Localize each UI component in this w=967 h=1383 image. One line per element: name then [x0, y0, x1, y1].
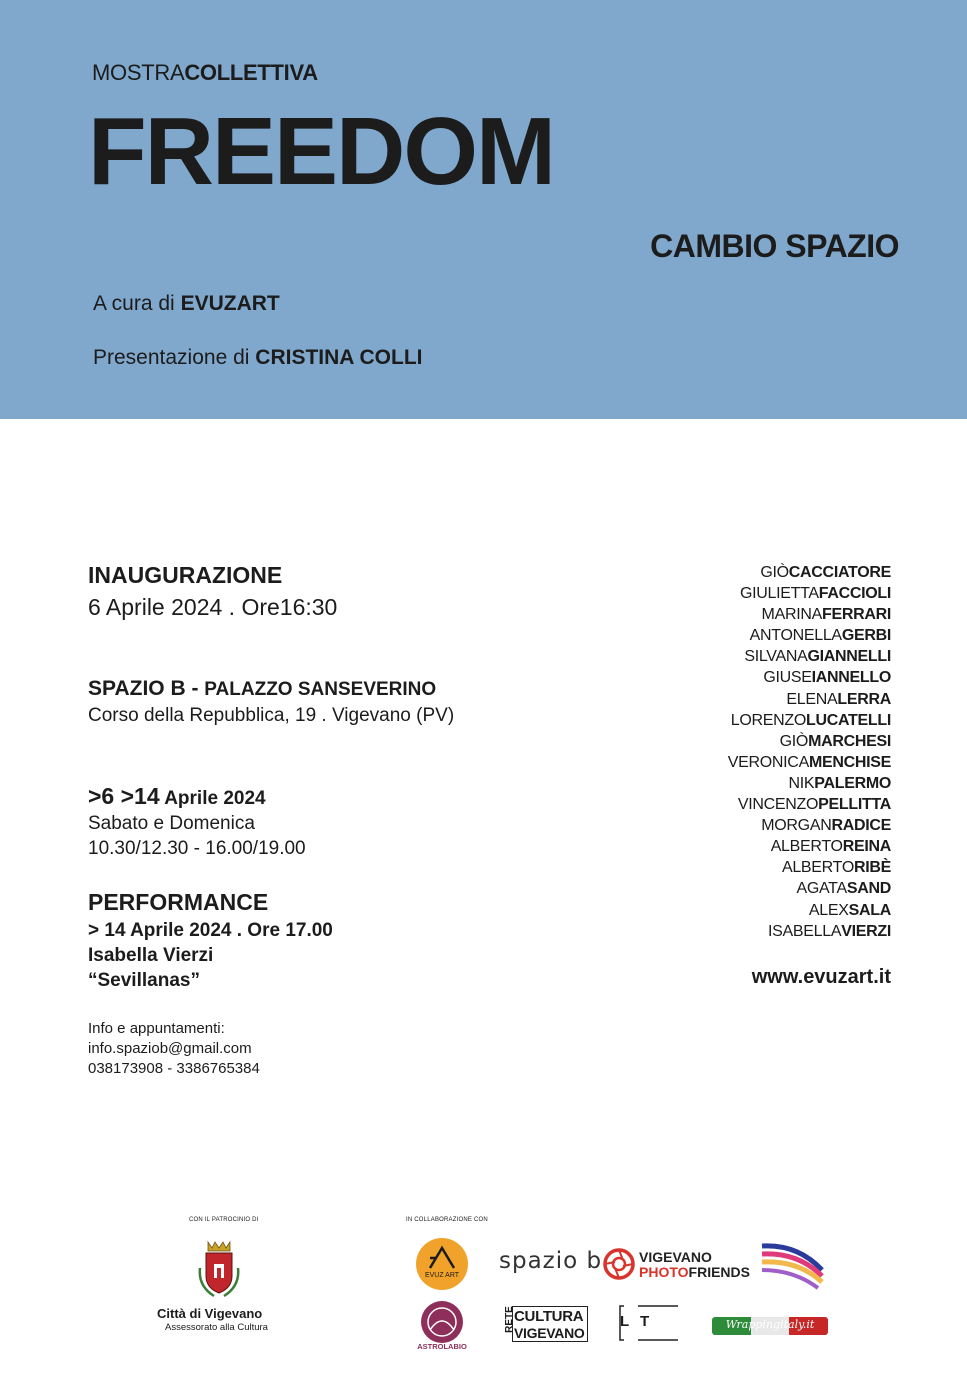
artist-last-name: MENCHISE: [808, 753, 891, 771]
presenter-line: [93, 346, 423, 370]
mostra-word: MOSTRA: [92, 60, 185, 85]
artist-first-name: GIÒ: [760, 564, 789, 581]
artist-first-name: GIUSE: [763, 669, 812, 687]
artist-item: [591, 857, 891, 878]
collaboration-label: IN COLLABORAZIONE CON: [406, 1217, 488, 1223]
dates-month-year: Aprile 2024: [159, 788, 266, 809]
vpf-friends: FRIENDS: [688, 1264, 750, 1280]
info-label: Info e appuntamenti:: [88, 1020, 225, 1037]
artist-first-name: SILVANA: [744, 648, 808, 666]
astrolabio-label: ASTROLABIO: [417, 1342, 467, 1351]
artist-item: [591, 773, 891, 794]
artist-item: [591, 752, 891, 773]
artist-first-name: VERONICA: [727, 753, 809, 771]
artist-first-name: VINCENZO: [737, 796, 819, 814]
dates-days-range: >6 >14: [88, 783, 160, 809]
artist-last-name: RIBÈ: [853, 859, 891, 877]
performance-piece: “Sevillanas”: [88, 970, 200, 991]
artist-first-name: ELENA: [786, 690, 838, 708]
artist-first-name: LORENZO: [730, 711, 806, 729]
inauguration-date: 6 Aprile 2024 . Ore16:30: [88, 594, 338, 620]
artist-last-name: FACCIOLI: [818, 585, 891, 603]
evuz-art-logo: [416, 1238, 468, 1290]
info-phone: 038173908 - 3386765384: [88, 1060, 260, 1077]
curator-prefix: A cura di: [93, 292, 181, 315]
vpf-line-1: VIGEVANO: [639, 1249, 712, 1265]
artist-item: [591, 731, 891, 752]
performance-date: > 14 Aprile 2024 . Ore 17.00: [88, 920, 333, 941]
spazio-b-logo: spazio b: [499, 1248, 603, 1274]
header-banner: [0, 0, 967, 419]
artist-item: [591, 878, 891, 899]
artist-item: [591, 604, 891, 625]
artist-first-name: ANTONELLA: [749, 627, 842, 645]
artist-first-name: ALEX: [808, 901, 849, 919]
artist-first-name: GIÒ: [779, 732, 809, 750]
artist-item: [591, 921, 891, 942]
artist-item: [591, 583, 891, 604]
artist-first-name: GIULIETTA: [739, 585, 819, 603]
lt-logo-text: LT: [620, 1313, 662, 1330]
artist-last-name: LERRA: [837, 690, 891, 708]
camera-shutter-icon: [603, 1248, 635, 1280]
artist-last-name: MARCHESI: [808, 732, 891, 750]
artist-first-name: AGATA: [796, 880, 847, 898]
artist-first-name: ALBERTO: [770, 838, 843, 856]
presenter-prefix: Presentazione di: [93, 346, 256, 369]
inauguration-title: INAUGURAZIONE: [88, 562, 283, 588]
artist-last-name: VIERZI: [841, 922, 891, 940]
artist-item: [591, 710, 891, 731]
exhibition-title: FREEDOM: [88, 98, 554, 205]
artist-item: [591, 794, 891, 815]
exhibition-type: [92, 60, 318, 86]
artist-last-name: RADICE: [831, 817, 891, 835]
city-department: Assessorato alla Cultura: [165, 1322, 268, 1333]
artist-first-name: MORGAN: [761, 817, 832, 835]
venue-place: PALAZZO SANSEVERINO: [204, 679, 437, 700]
venue-address: Corso della Repubblica, 19 . Vigevano (PV): [88, 705, 455, 726]
dates-range: [88, 783, 266, 810]
artist-item: [591, 625, 891, 646]
curator-name: EVUZART: [180, 292, 280, 315]
artist-item: [591, 646, 891, 667]
artist-last-name: PALERMO: [814, 774, 891, 792]
artist-item: [591, 815, 891, 836]
vpf-line-2: [639, 1264, 750, 1280]
opening-hours: 10.30/12.30 - 16.00/19.00: [88, 838, 306, 859]
artist-first-name: ISABELLA: [768, 922, 842, 940]
artist-last-name: GERBI: [841, 627, 891, 645]
city-name: Città di Vigevano: [157, 1306, 263, 1321]
venue-name: SPAZIO B -: [88, 677, 205, 700]
artist-last-name: PELLITTA: [818, 796, 891, 814]
artist-last-name: IANNELLO: [811, 669, 891, 687]
rete-cultura-line-1: CULTURA: [514, 1308, 584, 1325]
artist-item: [591, 836, 891, 857]
evuz-mark-icon: [416, 1238, 468, 1290]
performance-title: PERFORMANCE: [88, 889, 269, 915]
artist-last-name: REINA: [842, 838, 891, 856]
coat-of-arms-icon: [196, 1238, 242, 1300]
artist-item: [591, 900, 891, 921]
artist-item: [591, 562, 891, 583]
wrapping-italy-logo: Wrappingitaly.it: [725, 1318, 815, 1331]
wave-arts-logo-icon: [758, 1240, 826, 1292]
exhibition-subtitle: CAMBIO SPAZIO: [650, 228, 899, 264]
artist-last-name: LUCATELLI: [806, 711, 891, 729]
artists-list: [591, 562, 891, 942]
rete-cultura-line-2: VIGEVANO: [514, 1325, 585, 1341]
rete-vertical-label: RETE: [503, 1306, 515, 1333]
presenter-name: CRISTINA COLLI: [255, 346, 423, 369]
website-link[interactable]: www.evuzart.it: [751, 966, 891, 988]
vpf-photo: PHOTO: [639, 1264, 689, 1280]
artist-first-name: MARINA: [761, 606, 822, 624]
artist-last-name: GIANNELLI: [807, 648, 891, 666]
venue-title: [88, 677, 436, 701]
artist-last-name: SALA: [848, 901, 891, 919]
artist-last-name: CACCIATORE: [788, 564, 891, 581]
artist-item: [591, 689, 891, 710]
performance-artist: Isabella Vierzi: [88, 945, 214, 966]
artist-item: [591, 667, 891, 688]
opening-days: Sabato e Domenica: [88, 813, 255, 834]
artist-first-name: ALBERTO: [781, 859, 854, 877]
evuz-label: EVUZ ART: [424, 1272, 460, 1279]
curator-line: [93, 292, 280, 316]
info-email[interactable]: info.spaziob@gmail.com: [88, 1040, 252, 1057]
patronage-label: CON IL PATROCINIO DI: [189, 1217, 259, 1223]
collettiva-word: COLLETTIVA: [184, 60, 318, 85]
artist-last-name: FERRARI: [821, 606, 891, 624]
artist-first-name: NIK: [788, 774, 815, 792]
artist-last-name: SAND: [846, 880, 891, 898]
